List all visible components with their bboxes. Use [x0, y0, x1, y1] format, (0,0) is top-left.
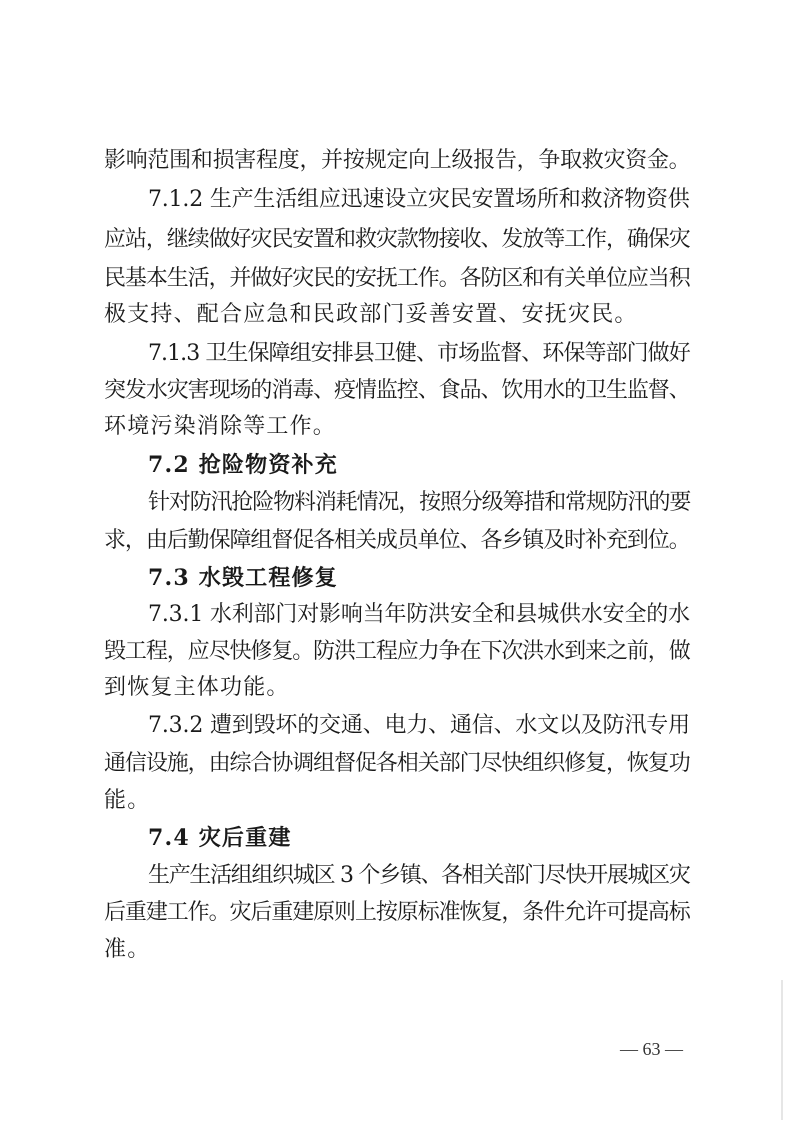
text-line: 能。	[104, 788, 151, 813]
text-line: 到恢复主体功能。	[104, 675, 290, 700]
text-line: 极支持、配合应急和民政部门妥善安置、安抚灾民。	[104, 302, 638, 327]
text-line: 后重建工作。灾后重建原则上按原标准恢复，条件允许可提高标	[104, 900, 690, 925]
text-line: 影响范围和损害程度，并按规定向上级报告，争取救灾资金。	[104, 148, 691, 173]
section-heading-7-2: 7.2 抢险物资补充	[148, 452, 338, 478]
text-line: 生产生活组组织城区 3 个乡镇、各相关部门尽快开展城区灾	[148, 863, 690, 888]
page-number: — 63 —	[620, 1039, 683, 1059]
section-heading-7-3: 7.3 水毁工程修复	[148, 565, 338, 591]
section-heading-7-4: 7.4 灾后重建	[148, 825, 292, 851]
text-line: 7.1.2 生产生活组应迅速设立灾民安置场所和救济物资供	[148, 187, 690, 212]
text-line: 突发水灾害现场的消毒、疫情监控、食品、饮用水的卫生监督、	[104, 378, 690, 403]
text-line: 7.3.1 水利部门对影响当年防洪安全和县城供水安全的水	[148, 602, 690, 627]
text-line: 民基本生活，并做好灾民的安抚工作。各防区和有关单位应当积	[104, 266, 690, 291]
text-line: 针对防汛抢险物料消耗情况，按照分级筹措和常规防汛的要	[148, 490, 691, 515]
text-line: 应站，继续做好灾民安置和救灾款物接收、发放等工作，确保灾	[104, 227, 690, 252]
text-line: 7.3.2 遭到毁坏的交通、电力、通信、水文以及防汛专用	[148, 713, 690, 738]
text-line: 环境污染消除等工作。	[104, 414, 337, 439]
text-line: 准。	[104, 937, 151, 962]
text-line: 通信设施，由综合协调组督促各相关部门尽快组织修复，恢复功	[104, 751, 690, 776]
scan-edge-mark	[781, 980, 783, 1120]
text-line: 7.1.3 卫生保障组安排县卫健、市场监督、环保等部门做好	[148, 341, 690, 366]
text-line: 求，由后勤保障组督促各相关成员单位、各乡镇及时补充到位。	[104, 528, 690, 553]
text-line: 毁工程，应尽快修复。防洪工程应力争在下次洪水到来之前，做	[104, 639, 690, 664]
